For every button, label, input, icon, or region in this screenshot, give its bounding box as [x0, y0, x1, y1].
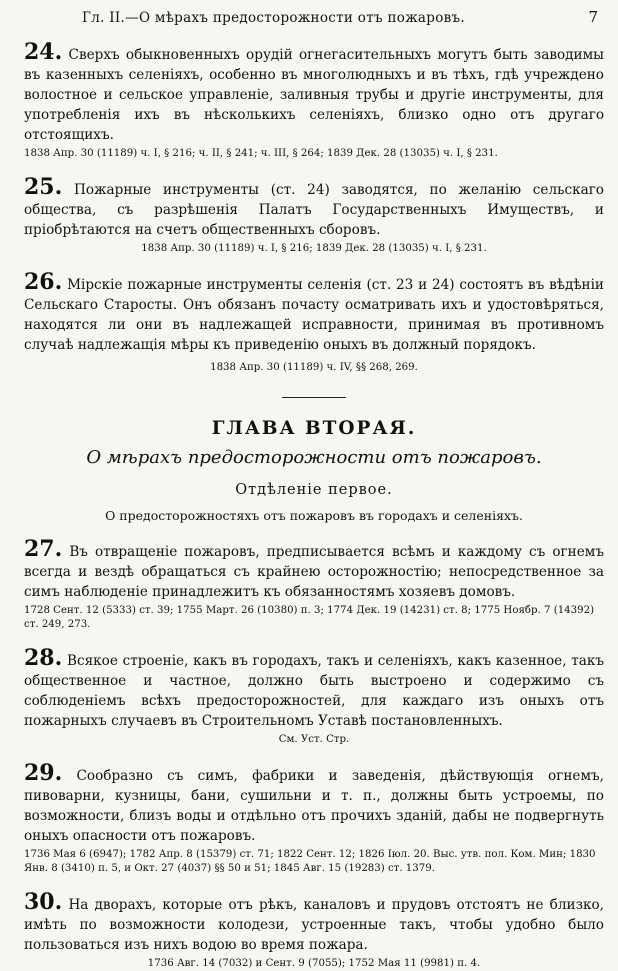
article-reference: 1736 Авг. 14 (7032) и Сент. 9 (7055); 1752 Мая 11 (9981) п. 4.: [147, 958, 481, 969]
article-body: [24, 889, 604, 955]
article-28: [24, 645, 604, 747]
article-number: 24.: [24, 39, 63, 65]
article-number: 27.: [24, 536, 63, 562]
section-title: Отдѣленіе первое.: [235, 482, 393, 498]
article-text: Всякое строеніе, какъ въ городахъ, такъ и селеніяхъ, какъ казенное, такъ общественное и частное, должно быть выстроено и содержимо съ соблюденіемъ всѣхъ предосторожностей, для каждаго изъ оныхъ отъ пожарныхъ случаевъ въ Строительномъ Уставѣ постановленныхъ.: [24, 653, 604, 729]
article-29: [24, 760, 604, 876]
article-text: Въ отвращеніе пожаровъ, предписывается всѣмъ и каждому съ огнемъ всегда и вездѣ обращаться съ крайнею осторожностію; непосредственное за симъ наблюденіе принадлежитъ къ обязанностямъ хозяевъ домовъ.: [24, 544, 604, 600]
chapter-subtitle: О мѣрахъ предосторожности отъ пожаровъ.: [86, 447, 542, 468]
article-reference: 1736 Мая 6 (6947); 1782 Апр. 8 (15379) ст. 71; 1822 Сент. 12; 1826 Іюл. 20. Выс. утв. пол. Ком. Мин; 1830 Янв. 8 (3410) п. 5, и Окт. 27 (4037) §§ 50 и 51; 1845 Авг. 15 (19283) ст. 1379.: [24, 849, 596, 874]
page-number: 7: [588, 8, 598, 26]
article-number: 25.: [24, 174, 63, 200]
article-reference: См. Уст. Стр.: [278, 734, 350, 745]
article-number: 28.: [24, 645, 63, 671]
page-header: [24, 6, 604, 30]
article-text: Мірскіе пожарные инструменты селенія (ст. 23 и 24) состоятъ въ вѣдѣніи Сельскаго Старосты. Онъ обязанъ почасту осматривать ихъ и удостовѣряться, находятся ли они въ надлежащей исправности, принимая въ противномъ случаѣ надлежащія мѣры къ приведенію оныхъ въ должный порядокъ.: [24, 277, 604, 353]
running-title: Гл. II.—О мѣрахъ предосторожности отъ пожаровъ.: [82, 10, 466, 26]
article-body: [24, 645, 604, 731]
article-25: [24, 174, 604, 256]
article-text: На дворахъ, которые отъ рѣкъ, каналовъ и прудовъ отстоятъ не близко, имѣть по возможности колодези, устроенные такъ, чтобы удобно было пользоваться изъ нихъ водою во время пожара.: [24, 897, 604, 953]
article-text: Сообразно съ симъ, фабрики и заведенія, дѣйствующія огнемъ, пивоварни, кузницы, бани, сушильни и т. п., должны быть устроемы, по возможности, близъ воды и отдѣльно отъ прочихъ зданій, дабы не подвергнуть оныхъ опасности отъ пожаровъ.: [24, 768, 604, 844]
document-page: [24, 6, 604, 971]
article-reference: 1728 Сент. 12 (5333) ст. 39; 1755 Март. 26 (10380) п. 3; 1774 Дек. 19 (14231) ст. 8; 1775 Ноябр. 7 (14392) ст. 249, 273.: [24, 605, 595, 630]
article-reference: 1838 Апр. 30 (11189) ч. I, § 216; 1839 Дек. 28 (13035) ч. I, § 231.: [141, 243, 487, 254]
section-subtitle: О предосторожностяхъ отъ пожаровъ въ городахъ и селеніяхъ.: [105, 508, 523, 523]
chapter-title: ГЛАВА ВТОРАЯ.: [211, 418, 417, 439]
article-26: [24, 269, 604, 375]
article-body: [24, 269, 604, 355]
section-divider: [282, 397, 346, 398]
article-24: [24, 39, 604, 161]
article-number: 26.: [24, 269, 63, 295]
article-body: [24, 174, 604, 240]
article-text: Сверхъ обыкновенныхъ орудій огнегасительныхъ могутъ быть заводимы въ казенныхъ селеніяхъ, особенно въ многолюдныхъ и въ тѣхъ, гдѣ учреждено волостное и сельское управленіе, заливныя трубы и другіе инструменты, для употребленія ихъ въ нѣсколькихъ селеніяхъ, близко одно отъ другаго отстоящихъ.: [24, 47, 604, 143]
article-number: 29.: [24, 760, 63, 786]
article-body: [24, 536, 604, 602]
article-reference: 1838 Апр. 30 (11189) ч. I, § 216; ч. II, § 241; ч. III, § 264; 1839 Дек. 28 (13035) ч. I, § 231.: [24, 148, 498, 159]
article-text: Пожарные инструменты (ст. 24) заводятся, по желанію сельскаго общества, съ разрѣшенія Палатъ Государственныхъ Имуществъ, и пріобрѣтаются на счетъ общественныхъ сборовъ.: [24, 182, 604, 238]
article-body: [24, 760, 604, 846]
article-30: [24, 889, 604, 971]
article-body: [24, 39, 604, 145]
article-27: [24, 536, 604, 632]
article-number: 30.: [24, 889, 63, 915]
article-reference: 1838 Апр. 30 (11189) ч. IV, §§ 268, 269.: [210, 362, 418, 373]
